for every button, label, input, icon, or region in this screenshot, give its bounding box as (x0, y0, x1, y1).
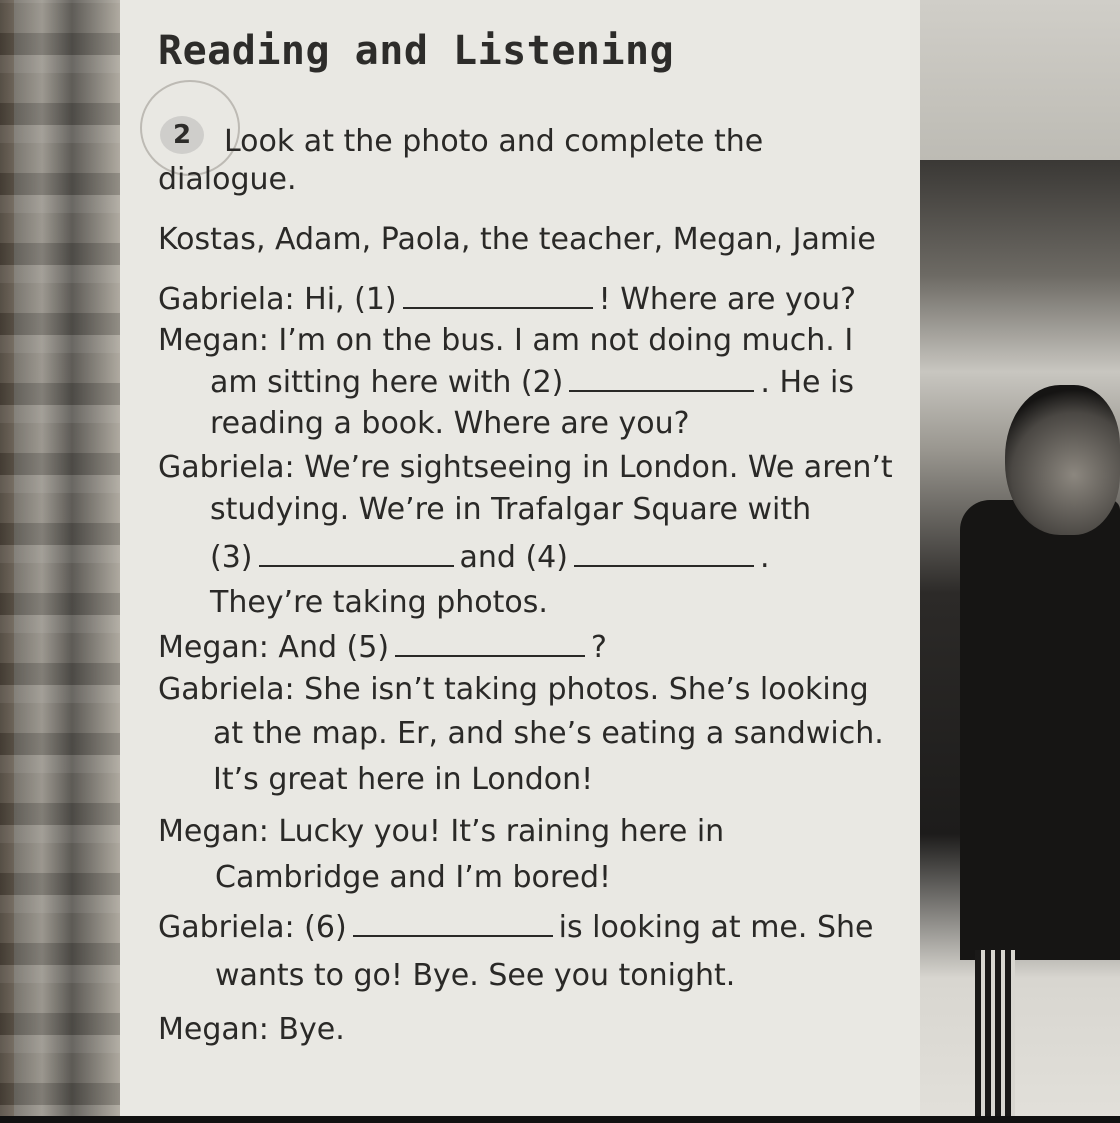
instruction-line-1: Look at the photo and complete the (224, 124, 764, 159)
line-text: and (4) (459, 540, 568, 575)
section-heading: Reading and Listening (158, 28, 675, 74)
dialogue-line-5: Gabriela: We’re sightseeing in London. We aren’t (158, 450, 893, 485)
dialogue-line-9 (158, 630, 607, 665)
dialogue-line-11: at the map. Er, and she’s eating a sandwich. (213, 716, 884, 751)
dialogue-line-17: Megan: Bye. (158, 1012, 345, 1047)
word-bank: Kostas, Adam, Paola, the teacher, Megan, Jamie (158, 222, 876, 257)
dialogue-line-1 (158, 282, 856, 317)
instruction-line-2: dialogue. (158, 162, 297, 197)
photo-person-head (1005, 385, 1120, 535)
blank-6[interactable] (353, 934, 553, 937)
blank-3[interactable] (259, 564, 454, 567)
photo-tracksuit-stripes (975, 950, 1015, 1123)
dialogue-line-14: Cambridge and I’m bored! (215, 860, 612, 895)
dialogue-line-2: Megan: I’m on the bus. I am not doing much. I (158, 323, 854, 358)
dialogue-line-3 (210, 365, 854, 400)
photo-person-body (960, 500, 1120, 960)
line-text: . He is (760, 365, 854, 400)
bottom-border (0, 1116, 1120, 1123)
line-text: is looking at me. She (558, 910, 874, 945)
dialogue-line-12: It’s great here in London! (213, 762, 594, 797)
dialogue-line-16: wants to go! Bye. See you tonight. (215, 958, 736, 993)
dialogue-line-10: Gabriela: She isn’t taking photos. She’s looking (158, 672, 869, 707)
dialogue-line-7 (210, 540, 770, 575)
dialogue-line-6: studying. We’re in Trafalgar Square with (210, 492, 812, 527)
dialogue-line-13: Megan: Lucky you! It’s raining here in (158, 814, 725, 849)
blank-1[interactable] (403, 306, 593, 309)
line-text: Gabriela: Hi, (1) (158, 282, 397, 317)
dialogue-line-4: reading a book. Where are you? (210, 406, 690, 441)
exercise-number: 2 (160, 116, 204, 154)
blank-4[interactable] (574, 564, 754, 567)
line-text: am sitting here with (2) (210, 365, 564, 400)
line-text: . (759, 540, 770, 575)
blank-2[interactable] (569, 389, 754, 392)
photo-sky (920, 0, 1120, 160)
line-text: ! Where are you? (598, 282, 857, 317)
left-photo-strip (0, 0, 120, 1123)
line-text: Gabriela: (6) (158, 910, 347, 945)
dialogue-line-8: They’re taking photos. (210, 585, 548, 620)
line-text: (3) (210, 540, 253, 575)
line-text: ? (591, 630, 607, 665)
blank-5[interactable] (395, 654, 585, 657)
line-text: Megan: And (5) (158, 630, 390, 665)
dialogue-line-15 (158, 910, 873, 945)
